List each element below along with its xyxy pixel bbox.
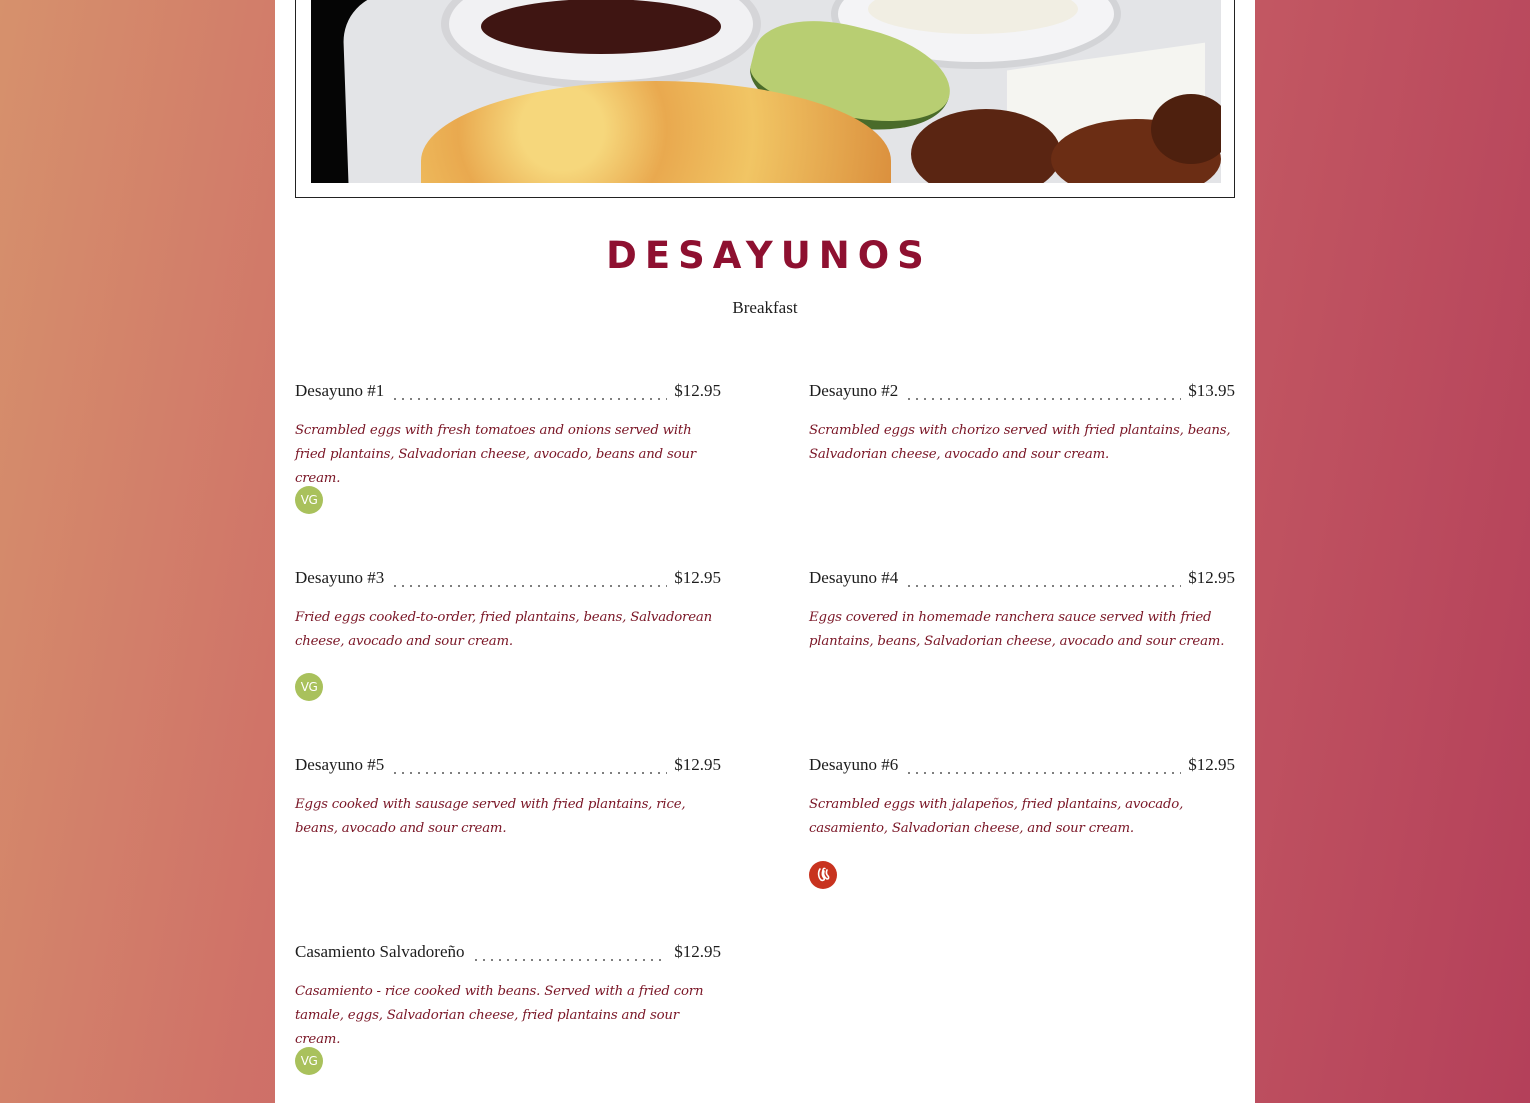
menu-item-price: $12.95 (1188, 568, 1235, 587)
dotted-leader (905, 576, 1181, 588)
menu-item (295, 755, 721, 841)
vegetarian-badge-icon: VG (295, 673, 323, 701)
menu-item-price: $12.95 (674, 381, 721, 400)
menu-item-name: Desayuno #3 (295, 568, 385, 587)
menu-item-description: Scrambled eggs with chorizo served with fried plantains, beans, Salvadorian cheese, avocado and sour cream. (809, 423, 1231, 462)
menu-item-price: $12.95 (674, 942, 721, 961)
menu-item-name: Desayuno #2 (809, 381, 899, 400)
menu-item-description: Scrambled eggs with fresh tomatoes and onions served with fried plantains, Salvadorian cheese, avocado, beans and sour cream. (295, 423, 696, 486)
section-title: DESAYUNOS (606, 234, 932, 277)
menu-item (295, 568, 721, 654)
dotted-leader (905, 763, 1181, 775)
menu-item (809, 755, 1235, 841)
menu-item-name: Desayuno #4 (809, 568, 899, 587)
menu-item (295, 942, 721, 1052)
menu-item (295, 381, 721, 491)
menu-item-price: $12.95 (674, 568, 721, 587)
menu-item-price: $13.95 (1188, 381, 1235, 400)
breakfast-photo (311, 0, 1221, 183)
menu-item-name: Casamiento Salvadoreño (295, 942, 465, 961)
menu-page (275, 0, 1255, 1103)
menu-item-description: Eggs covered in homemade ranchera sauce served with fried plantains, beans, Salvadorian cheese, avocado and sour cream. (809, 610, 1225, 649)
menu-item-name: Desayuno #6 (809, 755, 899, 774)
menu-item-description: Eggs cooked with sausage served with fried plantains, rice, beans, avocado and sour cream. (295, 797, 686, 836)
dotted-leader (391, 389, 667, 401)
dotted-leader (472, 950, 668, 962)
vegetarian-badge-icon: VG (295, 486, 323, 514)
dotted-leader (391, 763, 667, 775)
menu-item-price: $12.95 (1188, 755, 1235, 774)
menu-item-name: Desayuno #1 (295, 381, 385, 400)
menu-item-description: Scrambled eggs with jalapeños, fried plantains, avocado, casamiento, Salvadorian cheese, and sour cream. (809, 797, 1184, 836)
dotted-leader (905, 389, 1181, 401)
dotted-leader (391, 576, 667, 588)
chili-pepper-icon (809, 861, 837, 889)
menu-item-description: Fried eggs cooked-to-order, fried plantains, beans, Salvadorean cheese, avocado and sour cream. (295, 610, 712, 649)
vegetarian-badge-icon: VG (295, 1047, 323, 1075)
menu-item (809, 568, 1235, 654)
plantain-shape (1151, 94, 1221, 164)
menu-item (809, 381, 1235, 467)
menu-item-price: $12.95 (674, 755, 721, 774)
menu-item-description: Casamiento - rice cooked with beans. Served with a fried corn tamale, eggs, Salvadorian cheese, fried plantains and sour cream. (295, 984, 704, 1047)
menu-item-name: Desayuno #5 (295, 755, 385, 774)
section-subtitle: Breakfast (732, 298, 798, 317)
hero-photo-frame (295, 0, 1235, 198)
